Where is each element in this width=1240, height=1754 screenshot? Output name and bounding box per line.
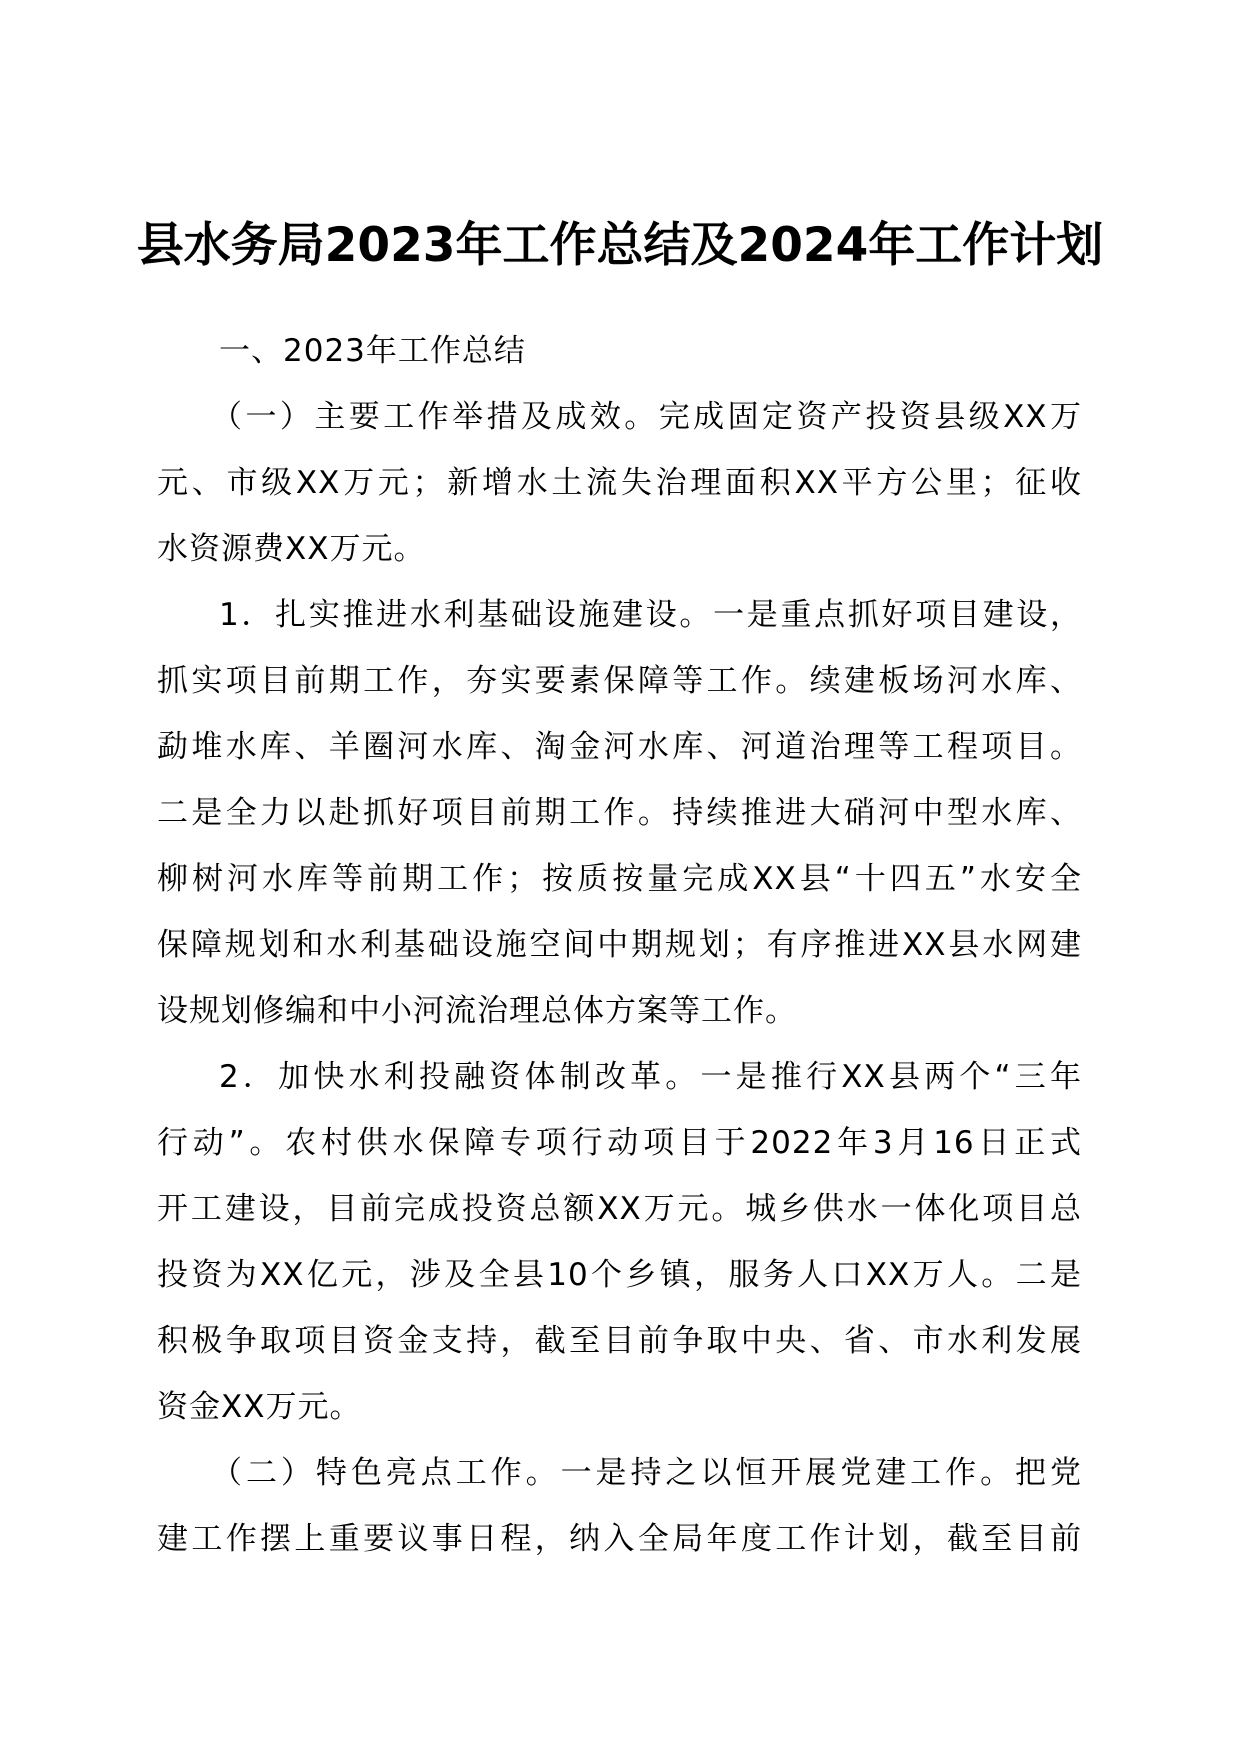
- paragraph-line: 勐堆水库、羊圈河水库、淘金河水库、河道治理等工程项目。: [157, 729, 1082, 765]
- paragraph-line: 资金XX万元。: [157, 1389, 362, 1425]
- document-title: 县水务局2023年工作总结及2024年工作计划: [136, 218, 1104, 273]
- paragraph-line: 积极争取项目资金支持，截至目前争取中央、省、市水利发展: [157, 1323, 1082, 1359]
- paragraph-line: 二是全力以赴抓好项目前期工作。持续推进大硝河中型水库、: [157, 795, 1082, 831]
- paragraph-line: （二）特色亮点工作。一是持之以恒开展党建工作。把党: [211, 1455, 1082, 1491]
- paragraph-line: 1．扎实推进水利基础设施建设。一是重点抓好项目建设，: [219, 597, 1082, 633]
- paragraph-line: 开工建设，目前完成投资总额XX万元。城乡供水一体化项目总: [157, 1191, 1082, 1227]
- paragraph-line: （一）主要工作举措及成效。完成固定资产投资县级XX万: [211, 399, 1082, 435]
- paragraph-line: 抓实项目前期工作，夯实要素保障等工作。续建板场河水库、: [157, 663, 1082, 699]
- paragraph-infrastructure: [157, 582, 1082, 1044]
- paragraph-line: 2．加快水利投融资体制改革。一是推行XX县两个“三年: [219, 1059, 1082, 1095]
- paragraph-line: 柳树河水库等前期工作；按质按量完成XX县“十四五”水安全: [157, 861, 1082, 897]
- paragraph-line: 设规划修编和中小河流治理总体方案等工作。: [157, 993, 797, 1029]
- paragraph-line: 水资源费XX万元。: [157, 531, 426, 567]
- section-heading: 一、2023年工作总结: [219, 333, 526, 369]
- document-body: [157, 318, 1082, 1572]
- section-heading-paragraph: [157, 318, 1082, 384]
- paragraph-line: 建工作摆上重要议事日程，纳入全局年度工作计划，截至目前: [157, 1521, 1082, 1557]
- paragraph-main-measures: [157, 384, 1082, 582]
- paragraph-line: 投资为XX亿元，涉及全县10个乡镇，服务人口XX万人。二是: [157, 1257, 1082, 1293]
- paragraph-line: 元、市级XX万元；新增水土流失治理面积XX平方公里；征收: [157, 465, 1082, 501]
- paragraph-line: 行动”。农村供水保障专项行动项目于2022年3月16日正式: [157, 1125, 1082, 1161]
- paragraph-line: 保障规划和水利基础设施空间中期规划；有序推进XX县水网建: [157, 927, 1082, 963]
- paragraph-investment-reform: [157, 1044, 1082, 1440]
- paragraph-highlights: [157, 1440, 1082, 1572]
